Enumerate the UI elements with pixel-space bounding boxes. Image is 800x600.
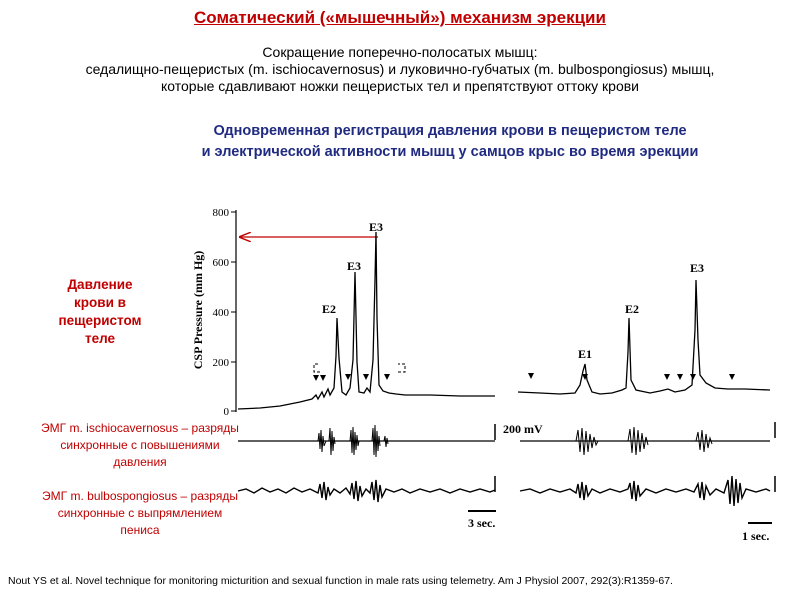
y-tick-label: 600 — [212, 257, 229, 269]
y-axis — [231, 210, 236, 412]
emg-trace-bulbospongiosus-right — [520, 476, 770, 506]
left-markers — [314, 364, 405, 372]
slide-title: Соматический («мышечный») механизм эрекции — [194, 8, 606, 27]
pressure-label: Давление крови в пещеристом теле — [58, 277, 142, 346]
peak-label-e1-right: E1 — [578, 347, 593, 361]
y-axis-label: CSP Pressure (mm Hg) — [191, 250, 205, 370]
subtitle-line: и электрической активности мышц у самцов крыс во время эрекции — [201, 144, 699, 160]
peak-label-e3-right: E3 — [690, 261, 705, 275]
emg-ischiocavernosus-label: ЭМГ m. ischiocavernosus – разряды синхронные с повышениями давления — [41, 421, 239, 469]
pressure-trace-left — [238, 232, 495, 409]
description-line: седалищно-пещеристых (m. ischiocavernosus) и луковично-губчатых (m. bulbospongiosus) мышц, — [85, 61, 715, 77]
peak-label-e2-left: E2 — [322, 302, 337, 316]
subtitle-line: Одновременная регистрация давления крови в пещеристом теле — [213, 123, 687, 139]
y-tick-label: 0 — [223, 406, 229, 418]
y-tick-label: 800 — [212, 207, 229, 219]
peak-label-e2-right: E2 — [625, 302, 640, 316]
emg-scale-label: 200 mV — [503, 422, 543, 436]
y-tick-label: 200 — [212, 357, 229, 369]
peak-label-e3-left-low: E3 — [347, 259, 362, 273]
emg-trace-ischiocavernosus-left — [238, 425, 495, 457]
description-line: которые сдавливают ножки пещеристых тел и препятствуют оттоку крови — [160, 78, 639, 94]
emg-bulbospongiosus-label: ЭМГ m. bulbospongiosus – разряды синхронные с выпрямлением пениса — [42, 489, 238, 537]
emg-trace-bulbospongiosus-left — [238, 480, 495, 502]
description-line: Сокращение поперечно-полосатых мышц: — [262, 44, 538, 60]
citation: Nout YS et al. Novel technique for monitoring micturition and sexual function in male rats using telemetry. Am J Physiol 2007, 292(3):R1359-67. — [8, 575, 673, 587]
peak-label-e3-left-high: E3 — [369, 220, 384, 234]
time-scale-label-left: 3 sec. — [468, 516, 496, 530]
y-tick-label: 400 — [212, 307, 229, 319]
time-scale-label-right: 1 sec. — [742, 529, 770, 543]
emg-trace-ischiocavernosus-right — [520, 427, 770, 455]
